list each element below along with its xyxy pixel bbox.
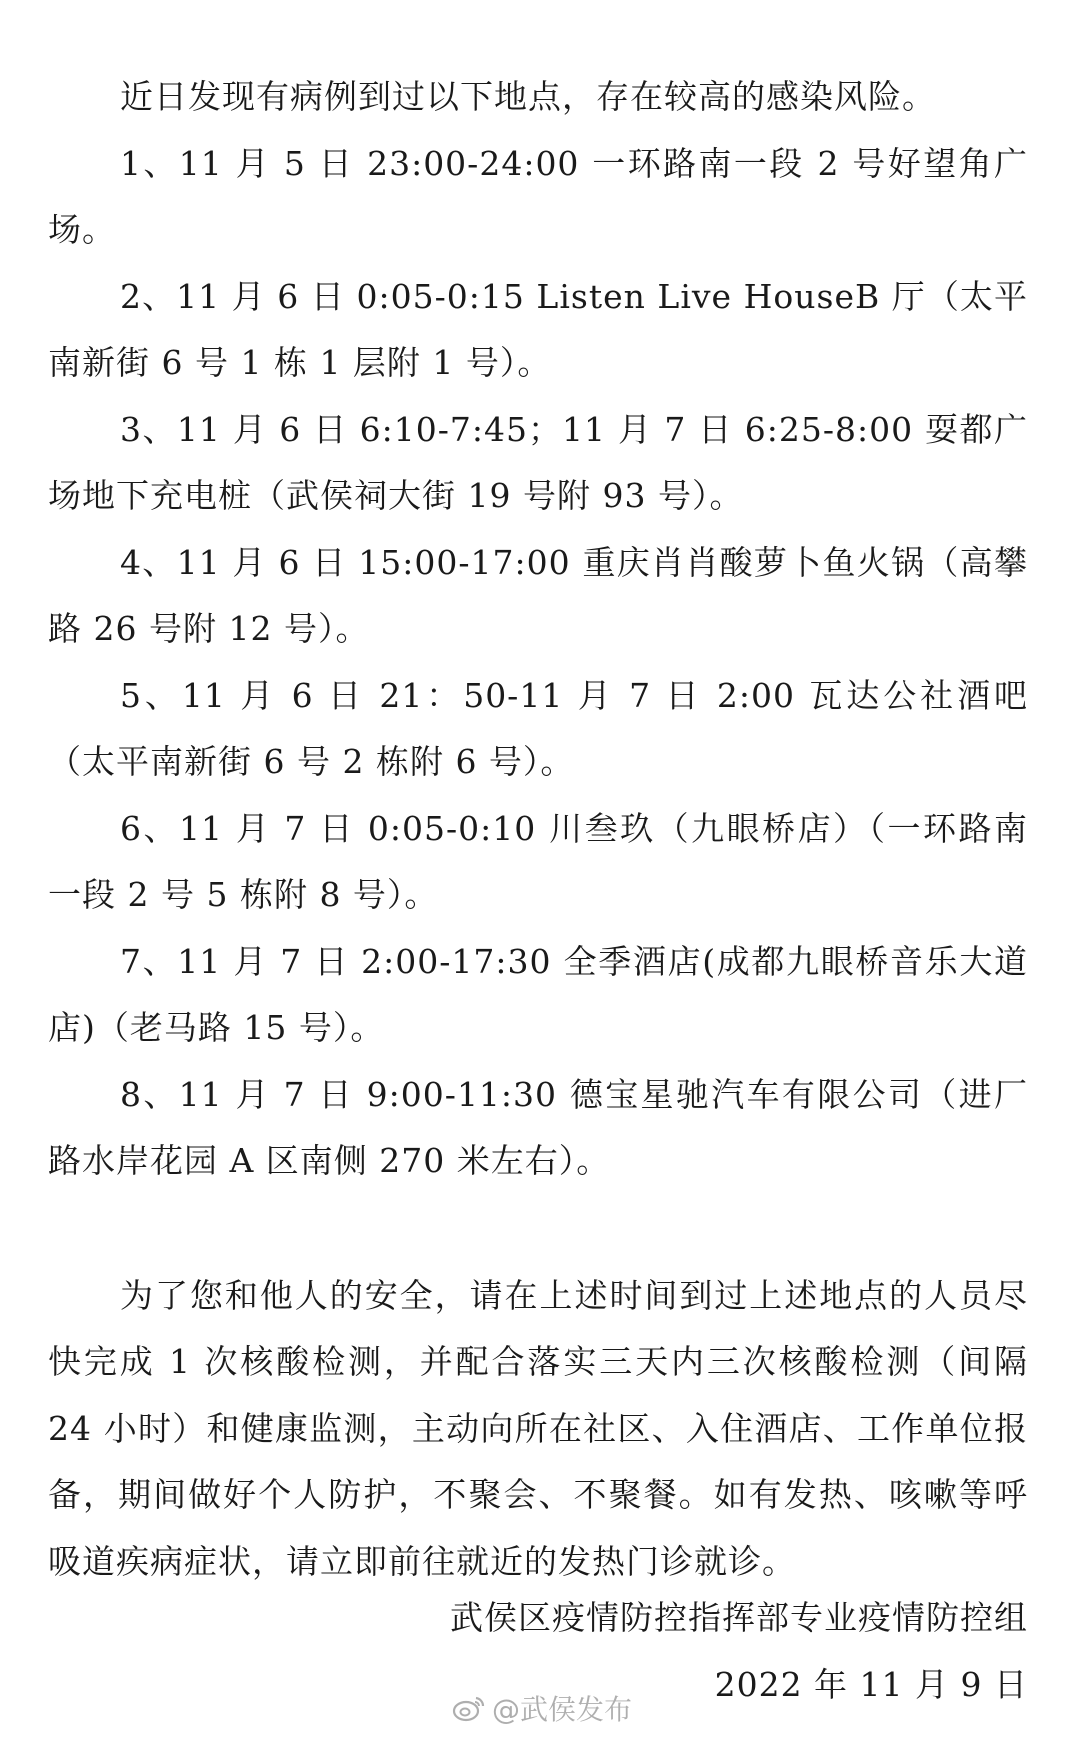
location-item: 7、11 月 7 日 2:00-17:30 全季酒店(成都九眼桥音乐大道店)（老马路 15 号）。 xyxy=(48,941,1028,1047)
watermark-text: @武侯发布 xyxy=(492,1693,633,1726)
notice-body xyxy=(48,64,1028,1595)
issue-date: 2022 年 11 月 9 日 xyxy=(714,1664,1028,1704)
intro-paragraph: 近日发现有病例到过以下地点，存在较高的感染风险。 xyxy=(120,77,936,116)
location-item: 1、11 月 5 日 23:00-24:00 一环路南一段 2 号好望角广场。 xyxy=(48,143,1028,249)
weibo-watermark xyxy=(452,1688,632,1728)
location-item: 3、11 月 6 日 6:10-7:45；11 月 7 日 6:25-8:00 耍都广场地下充电桩（武侯祠大街 19 号附 93 号）。 xyxy=(48,409,1028,515)
location-item: 8、11 月 7 日 9:00-11:30 德宝星驰汽车有限公司（进厂路水岸花园 A 区南侧 270 米左右）。 xyxy=(48,1074,1028,1180)
location-item: 4、11 月 6 日 15:00-17:00 重庆肖肖酸萝卜鱼火锅（高攀路 26 号附 12 号）。 xyxy=(48,542,1028,648)
advice-paragraph: 为了您和他人的安全，请在上述时间到过上述地点的人员尽快完成 1 次核酸检测，并配合落实三天内三次核酸检测（间隔 24 小时）和健康监测，主动向所在社区、入住酒店、工作单位报备，期间做好个人防护，不聚会、不聚餐。如有发热、咳嗽等呼吸道疾病症状，请立即前往就近的发热门诊就诊。 xyxy=(48,1275,1028,1581)
issuing-organization: 武侯区疫情防控指挥部专业疫情防控组 xyxy=(450,1598,1028,1637)
location-item: 2、11 月 6 日 0:05-0:15 Listen Live HouseB 厅（太平南新街 6 号 1 栋 1 层附 1 号）。 xyxy=(48,276,1028,382)
location-item: 6、11 月 7 日 0:05-0:10 川叁玖（九眼桥店）（一环路南一段 2 号 5 栋附 8 号）。 xyxy=(48,808,1028,914)
paragraph-spacer xyxy=(48,1195,1028,1263)
weibo-icon xyxy=(452,1694,486,1722)
location-item: 5、11 月 6 日 21：50-11 月 7 日 2:00 瓦达公社酒吧（太平南新街 6 号 2 栋附 6 号）。 xyxy=(48,675,1028,781)
